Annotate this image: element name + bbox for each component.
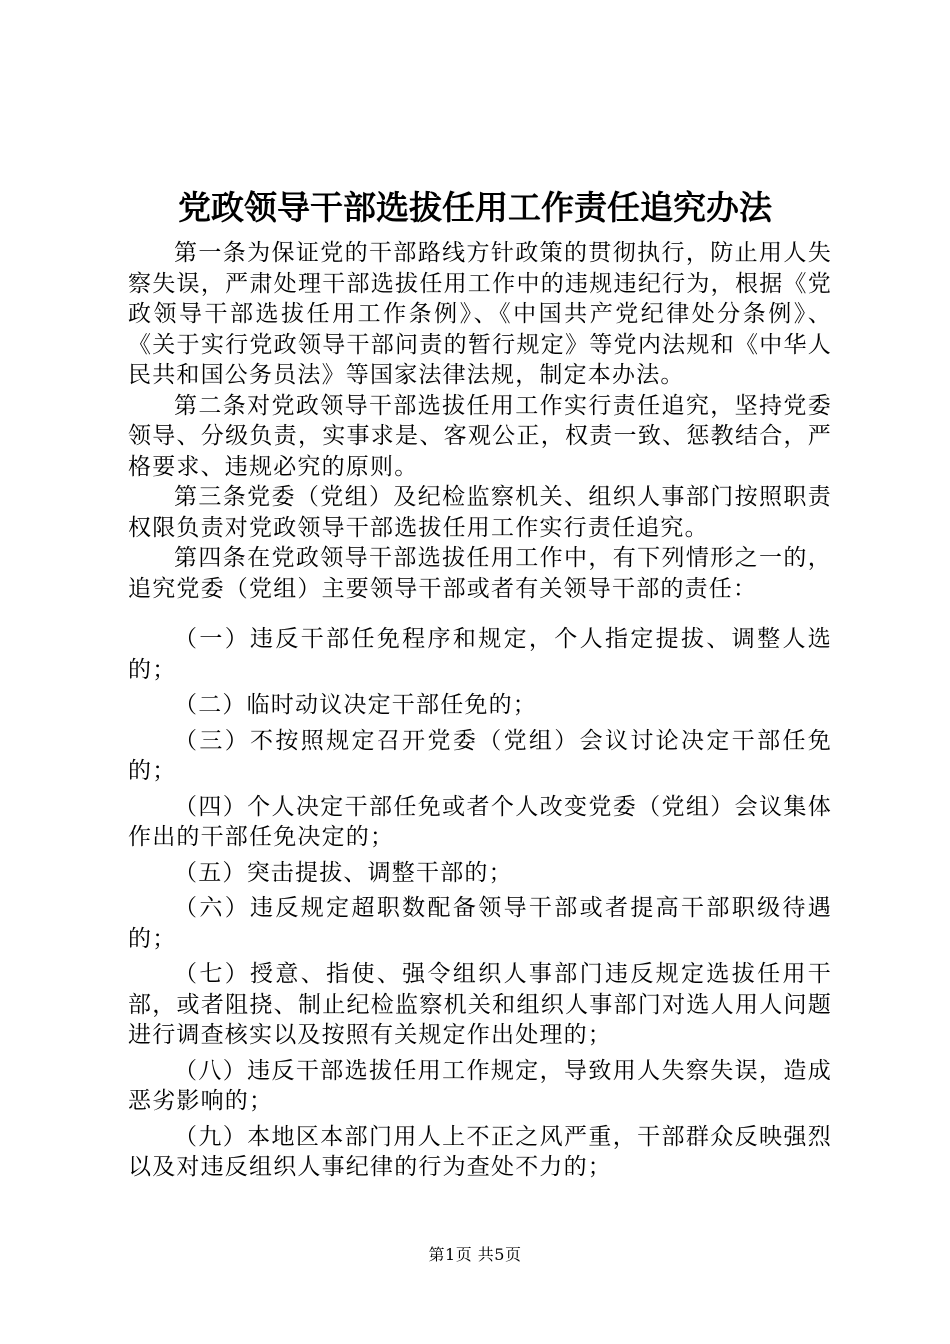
article-3: 第三条党委（党组）及纪检监察机关、组织人事部门按照职责权限负责对党政领导干部选拔任用工作实行责任追究。 [128, 484, 832, 541]
list-item-7: （七）授意、指使、强令组织人事部门违反规定选拔任用干部，或者阻挠、制止纪检监察机关和组织人事部门对选人用人问题进行调查核实以及按照有关规定作出处理的； [128, 961, 832, 1048]
article-1: 第一条为保证党的干部路线方针政策的贯彻执行，防止用人失察失误，严肃处理干部选拔任用工作中的违规违纪行为，根据《党政领导干部选拔任用工作条例》、《中国共产党纪律处分条例》、《关于实行党政领导干部问责的暂行规定》等党内法规和《中华人民共和国公务员法》等国家法律法规，制定本办法。 [128, 240, 832, 388]
article-2: 第二条对党政领导干部选拔任用工作实行责任追究，坚持党委领导、分级负责，实事求是、客观公正，权责一致、惩教结合，严格要求、违规必究的原则。 [128, 392, 832, 480]
list-item-2: （二）临时动议决定干部任免的； [174, 692, 537, 718]
list-item-4: （四）个人决定干部任免或者个人改变党委（党组）会议集体作出的干部任免决定的； [128, 793, 832, 850]
document-body [128, 238, 832, 1183]
list-item-6: （六）违反规定超职数配备领导干部或者提高干部职级待遇的； [128, 895, 832, 952]
article-4: 第四条在党政领导干部选拔任用工作中，有下列情形之一的，追究党委（党组）主要领导干部或者有关领导干部的责任： [128, 545, 832, 602]
list-item-5: （五）突击提拔、调整干部的； [174, 859, 513, 886]
list-item-1: （一）违反干部任免程序和规定，个人指定提拔、调整人选的； [128, 626, 832, 683]
list-item-3: （三）不按照规定召开党委（党组）会议讨论决定干部任免的； [128, 727, 832, 784]
list-item-9: （九）本地区本部门用人上不正之风严重，干部群众反映强烈以及对违反组织人事纪律的行为查处不力的； [128, 1123, 832, 1180]
page-number-footer: 第1页 共5页 [428, 1245, 522, 1264]
list-item-8: （八）违反干部选拔任用工作规定，导致用人失察失误，造成恶劣影响的； [128, 1057, 832, 1114]
document-title: 党政领导干部选拔任用工作责任追究办法 [178, 188, 772, 227]
